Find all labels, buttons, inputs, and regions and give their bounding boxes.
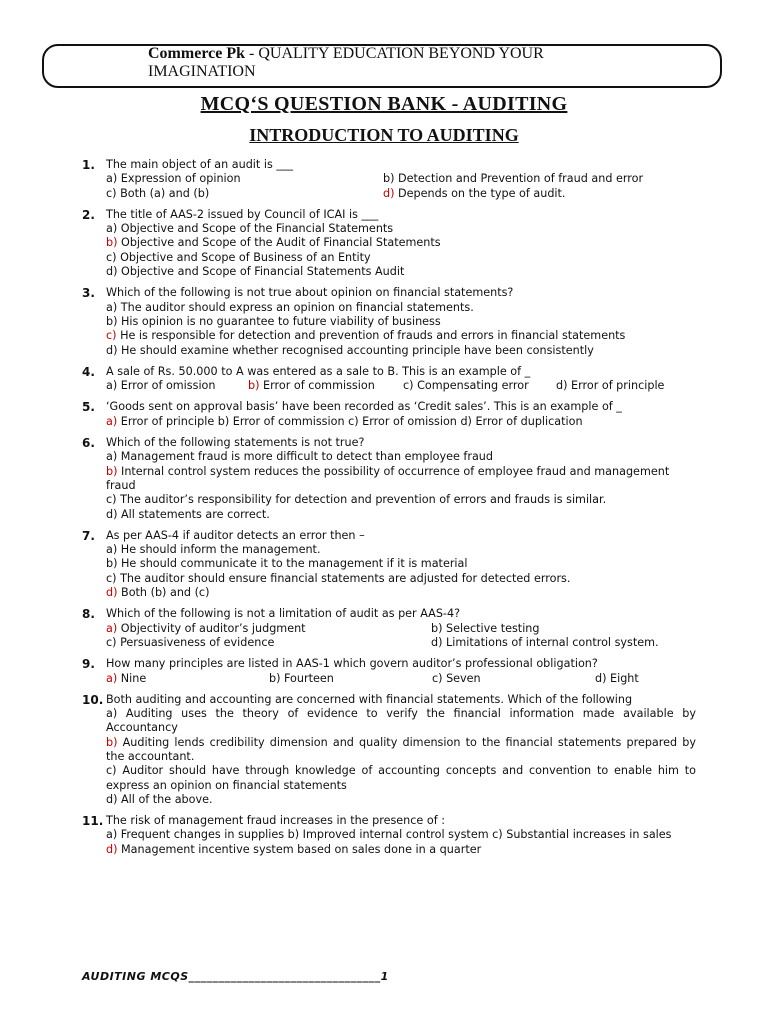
answer-option: d) Objective and Scope of Financial Statements Audit [106,265,405,279]
answer-option: b) Fourteen [269,671,334,685]
answer-option: d) He should examine whether recognised accounting principle have been consistently [106,343,594,357]
question-text: The risk of management fraud increases in the presence of : [106,814,445,828]
question-stem [82,529,696,543]
question-number: 4. [82,364,95,379]
options-row [106,636,696,650]
answer-options [106,172,696,201]
question-item [82,286,696,357]
question-item [82,400,696,429]
question-text: Both auditing and accounting are concerned with financial statements. Which of the following [106,692,633,706]
answer-option: a) Frequent changes in supplies b) Improved internal control system c) Substantial increases in sales [106,828,672,842]
question-number: 1. [82,158,95,172]
answer-option: b) Selective testing [431,621,540,635]
answer-letter: b) [106,735,118,749]
options-row [106,379,696,393]
answer-option: c) Compensating error [403,379,529,393]
answer-letter: a) [106,671,118,685]
question-stem [82,400,696,414]
answer-letter: c) [106,329,117,343]
answer-options [106,543,696,600]
answer-option: c) Seven [432,671,481,685]
answer-option: d) All statements are correct. [106,507,270,521]
answer-option: b) Objective and Scope of the Audit of Financial Statements [106,236,441,250]
question-text: Which of the following is not a limitation of audit as per AAS-4? [106,607,461,621]
answer-options [106,622,696,651]
answer-option: b) Auditing lends credibility dimension and quality dimension to the financial statements prepared by the accountant. [106,735,696,763]
answer-letter: a) [106,414,118,428]
answer-letter: a) [106,621,118,635]
answer-option: d) Depends on the type of audit. [383,186,566,200]
answer-option: d) All of the above. [106,792,213,806]
question-item [82,814,696,857]
question-stem [82,286,696,300]
question-list [82,158,696,864]
answer-option: b) Error of commission [248,379,375,393]
answer-options [106,415,696,429]
question-text: A sale of Rs. 50.000 to A was entered as a sale to B. This is an example of _ [106,364,531,378]
options-row [106,622,696,636]
answer-option: c) Both (a) and (b) [106,186,210,200]
answer-option: b) He should communicate it to the management if it is material [106,557,468,571]
answer-options [106,672,696,686]
answer-options [106,450,696,521]
question-text: The main object of an audit is ___ [106,158,294,171]
answer-options [106,301,696,358]
answer-option: c) Persuasiveness of evidence [106,635,275,649]
question-item [82,607,696,650]
question-stem [82,693,696,707]
answer-option: a) Expression of opinion [106,172,241,186]
question-item [82,693,696,807]
answer-option: c) Objective and Scope of Business of an Entity [106,250,371,264]
page-title: MCQ‘S QUESTION BANK - AUDITING [200,93,568,115]
question-text: Which of the following statements is not true? [106,436,365,450]
question-number: 6. [82,436,95,451]
answer-letter: b) [248,379,260,393]
page-footer: AUDITING MCQS________________________________1 [82,970,389,983]
question-stem [82,365,696,379]
question-stem [82,436,696,450]
answer-option: a) Objectivity of auditor’s judgment [106,621,306,635]
answer-option: c) Auditor should have through knowledge of accounting concepts and convention to enable him to express an opinion on financial statements [106,764,696,792]
question-text: As per AAS-4 if auditor detects an error then – [106,528,365,542]
answer-letter: b) [106,464,118,478]
question-stem [82,657,696,671]
options-row [106,672,696,686]
question-item [82,365,696,394]
answer-option: a) Management fraud is more difficult to detect than employee fraud [106,450,493,464]
answer-option: d) Both (b) and (c) [106,586,210,600]
options-row [106,187,696,201]
question-stem [82,607,696,621]
answer-options [106,222,696,279]
question-item [82,436,696,522]
question-number: 7. [82,528,95,543]
question-item [82,657,696,686]
question-number: 8. [82,607,95,622]
header-banner-text: Commerce Pk - QUALITY EDUCATION BEYOND YOUR IMAGINATION [148,45,544,80]
answer-options [106,707,696,807]
answer-option: c) He is responsible for detection and prevention of frauds and errors in financial statements [106,329,626,343]
question-item [82,158,696,201]
answer-options [106,828,696,857]
options-row [106,172,696,186]
question-number: 5. [82,400,95,415]
question-text: Which of the following is not true about opinion on financial statements? [106,286,514,300]
answer-option: d) Management incentive system based on sales done in a quarter [106,842,482,856]
question-number: 3. [82,286,95,301]
answer-option: b) Internal control system reduces the possibility of occurrence of employee fraud and management fraud [106,464,670,492]
answer-option: b) His opinion is no guarantee to future viability of business [106,314,441,328]
answer-option: a) Objective and Scope of the Financial Statements [106,222,394,236]
tagline: QUALITY EDUCATION BEYOND YOUR IMAGINATION [148,45,544,80]
answer-option: a) Nine [106,671,147,685]
question-number: 11. [82,814,104,829]
answer-option: a) The auditor should express an opinion on financial statements. [106,300,474,314]
question-text: ‘Goods sent on approval basis’ have been recorded as ‘Credit sales’. This is an example of _ [106,400,622,414]
question-stem [82,158,696,172]
question-number: 10. [82,692,104,707]
question-stem [82,814,696,828]
question-item [82,529,696,600]
question-text: The title of AAS-2 issued by Council of ICAI is ___ [106,207,379,221]
question-item [82,208,696,279]
answer-options [106,379,696,393]
answer-letter: d) [383,186,395,200]
answer-letter: d) [106,842,118,856]
answer-option: a) He should inform the management. [106,543,321,557]
answer-letter: d) [106,586,118,600]
question-number: 2. [82,207,95,222]
answer-option: c) The auditor should ensure financial statements are adjusted for detected errors. [106,571,571,585]
answer-option: d) Limitations of internal control system. [431,635,659,649]
question-stem [82,208,696,222]
answer-letter: b) [106,236,118,250]
answer-option: d) Error of principle [556,379,665,393]
answer-option: c) The auditor’s responsibility for detection and prevention of errors and frauds is similar. [106,493,607,507]
question-text: How many principles are listed in AAS-1 which govern auditor’s professional obligation? [106,657,598,671]
answer-option: a) Auditing uses the theory of evidence to verify the financial information made available by Accountancy [106,707,696,735]
answer-option: d) Eight [595,671,639,685]
answer-option: a) Error of principle b) Error of commission c) Error of omission d) Error of duplication [106,414,583,428]
question-number: 9. [82,657,95,672]
section-title: INTRODUCTION TO AUDITING [249,125,519,145]
brand-name: Commerce Pk [148,45,245,62]
answer-option: a) Error of omission [106,379,216,393]
answer-option: b) Detection and Prevention of fraud and error [383,172,644,186]
